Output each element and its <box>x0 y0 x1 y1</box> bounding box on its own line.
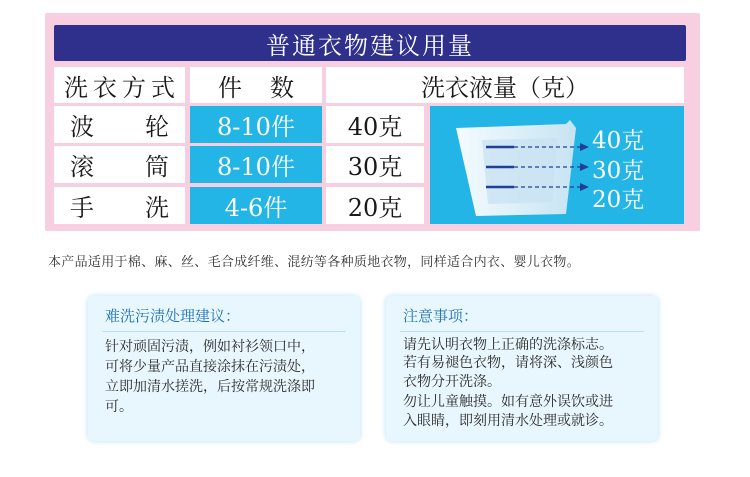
applicability-note: 本产品适用于棉、麻、丝、毛合成纤维、混纺等各种质地衣物，同样适合内衣、婴儿衣物。 <box>48 255 581 270</box>
header-method-char: 式 <box>151 73 175 102</box>
row-method-char: 轮 <box>145 113 169 141</box>
row-count: 8-10件 <box>190 146 322 183</box>
notice-panel <box>386 296 658 441</box>
row-method-char: 滚 <box>70 153 94 181</box>
row-amount: 30克 <box>326 146 424 183</box>
stain-tips-line: 可。 <box>105 399 133 415</box>
row-method-char: 筒 <box>145 153 169 181</box>
header-method-char: 洗 <box>64 73 88 102</box>
row-method-char: 波 <box>70 113 94 141</box>
row-method-char: 洗 <box>145 194 169 222</box>
row-method <box>54 106 185 143</box>
notice-line: 请先认明衣物上正确的洗涤标志。 <box>403 337 613 353</box>
notice-line: 勿让儿童触摸。如有意外误饮或进 <box>403 394 613 410</box>
cup-level-label: 40克 <box>592 128 645 154</box>
row-amount: 20克 <box>326 187 424 224</box>
header-method-char: 方 <box>122 73 146 102</box>
stain-tips-panel <box>88 296 360 441</box>
row-method <box>54 146 185 183</box>
measuring-cup-diagram <box>430 106 684 224</box>
header-count-char: 件 <box>218 73 242 102</box>
notice-title: 注意事项： <box>403 307 479 325</box>
row-count: 8-10件 <box>190 106 322 143</box>
stain-tips-title: 难洗污渍处理建议： <box>105 307 241 325</box>
header-method-char: 衣 <box>93 73 117 102</box>
row-count: 4-6件 <box>190 187 322 224</box>
stain-tips-line: 立即加清水搓洗，后按常规洗涤即 <box>105 379 315 395</box>
stain-tips-line: 可将少量产品直接涂抹在污渍处， <box>105 359 315 375</box>
row-method <box>54 187 185 224</box>
stain-tips-line: 针对顽固污渍，例如衬衫领口中， <box>105 339 315 355</box>
notice-line: 若有易褪色衣物，请将深、浅颜色 <box>403 355 613 371</box>
notice-line: 入眼睛，即刻用清水处理或就诊。 <box>403 413 613 429</box>
measuring-cup-icon <box>430 106 684 224</box>
header-amount: 洗衣液量（克） <box>326 67 684 103</box>
row-method-char: 手 <box>70 194 94 222</box>
header-count-char: 数 <box>270 73 294 102</box>
cup-level-label: 30克 <box>592 158 645 184</box>
divider <box>102 331 346 332</box>
header-method <box>54 67 185 103</box>
header-count <box>190 67 322 103</box>
row-amount: 40克 <box>326 106 424 143</box>
notice-line: 衣物分开洗涤。 <box>403 374 501 390</box>
divider <box>400 331 644 332</box>
table-title: 普通衣物建议用量 <box>54 25 686 61</box>
cup-level-label: 20克 <box>592 187 645 213</box>
